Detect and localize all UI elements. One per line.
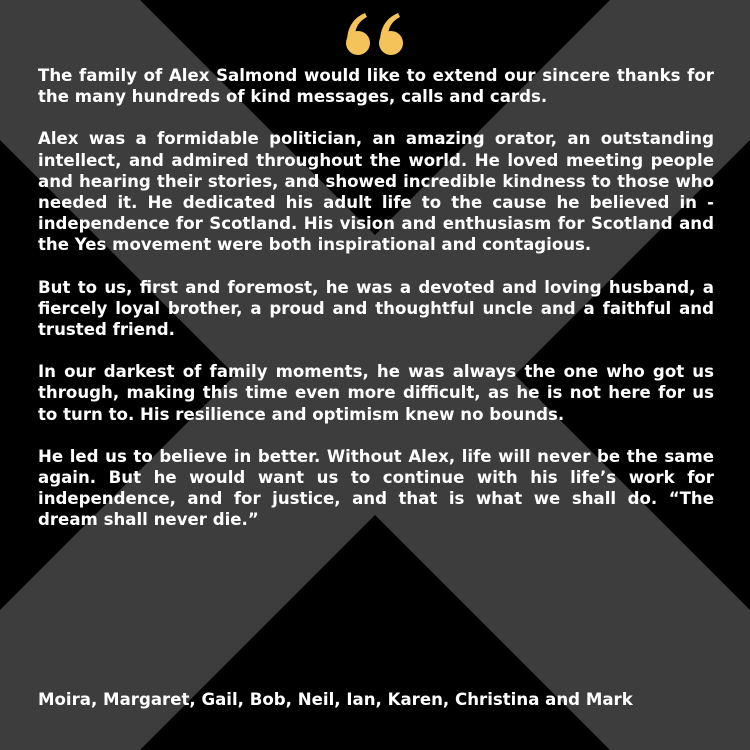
statement-paragraph-4: In our darkest of family moments, he was always the one who got us through, making this time even more difficult, as he is not here for us to turn to. His resilience and optimism knew no bounds. [38, 362, 714, 424]
signature: Moira, Margaret, Gail, Bob, Neil, Ian, Karen, Christina and Mark [38, 690, 633, 709]
statement-paragraph-5: He led us to believe in better. Without Alex, life will never be the same again. But he would want us to continue with his life’s work for independence, and for justice, and that is what we shall do. “The dream shall never die.” [38, 446, 714, 530]
statement-paragraph-1: The family of Alex Salmond would like to extend our sincere thanks for the many hundreds of kind messages, calls and cards. [38, 66, 714, 107]
family-statement [38, 65, 714, 552]
double-quote-icon [343, 12, 407, 56]
statement-paragraph-3: But to us, first and foremost, he was a devoted and loving husband, a fiercely loyal brother, a proud and thoughtful uncle and a faithful and trusted friend. [38, 277, 714, 340]
quote-mark [0, 0, 750, 56]
statement-paragraph-2: Alex was a formidable politician, an amazing orator, an outstanding intellect, and admired throughout the world. He loved meeting people and hearing their stories, and showed incredible kindness to those who needed it. He dedicated his adult life to the cause he believed in - independence for Scotland. His vision and enthusiasm for Scotland and the Yes movement were both inspirational and contagious. [38, 129, 714, 255]
